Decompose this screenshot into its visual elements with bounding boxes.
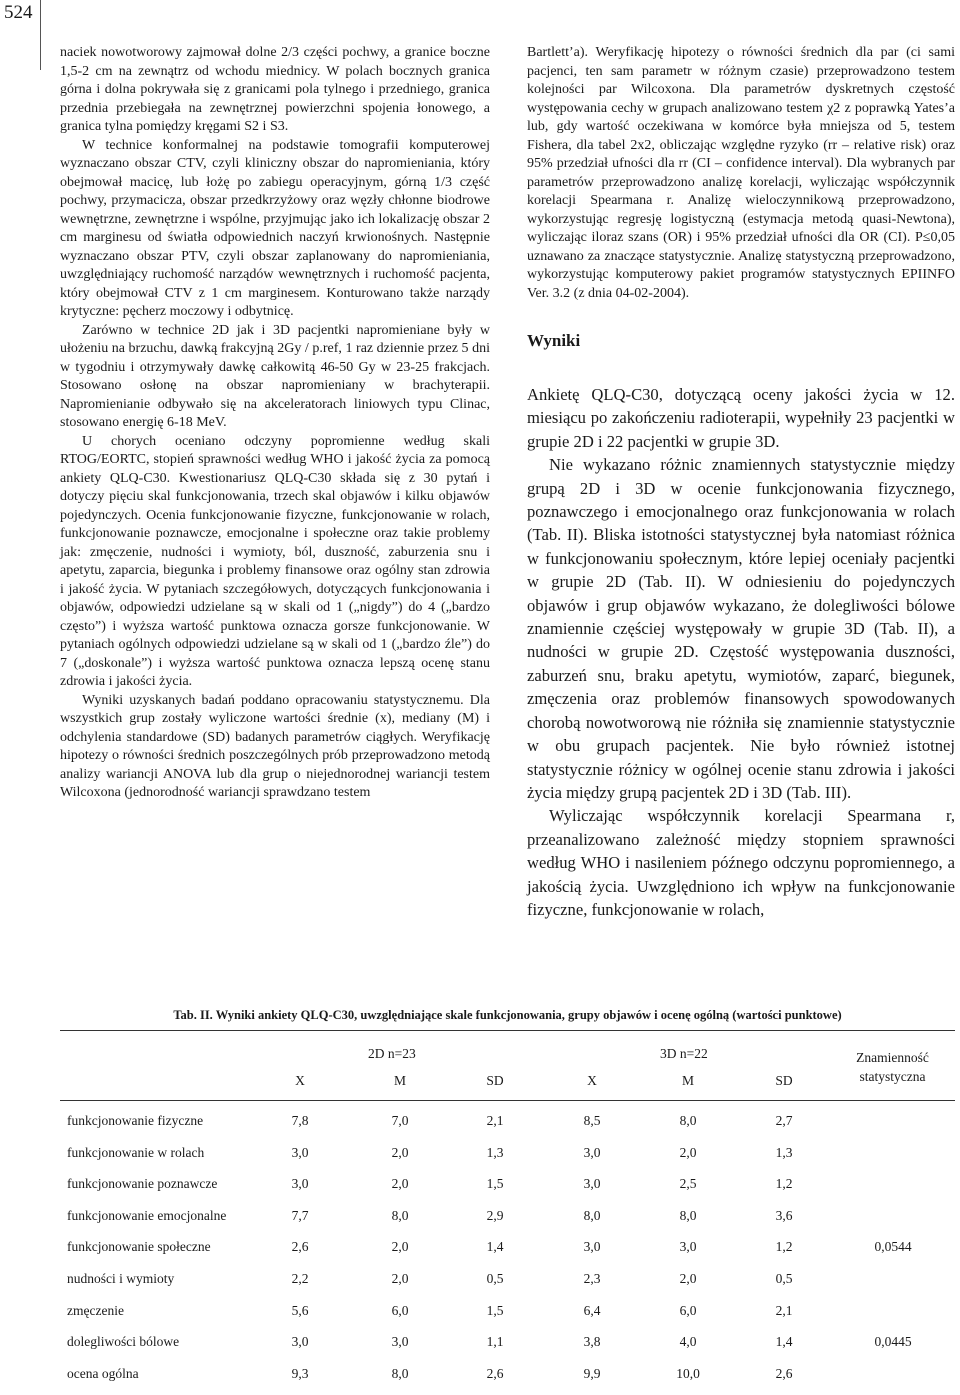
table-caption: Tab. II. Wyniki ankiety QLQ-C30, uwzględniające skale funkcjonowania, grupy objawów i ocenę ogólną (wartości punktowe): [173, 1008, 842, 1022]
left-paragraph-1: naciek nowotworowy zajmował dolne 2/3 części pochwy, a granice boczne 1,5-2 cm na zewnątrz od wchodu miednicy. W polach bocznych granica górna i dolna pokrywała się z granicami pola tylnego i przedniego, granica przednia przebiegała na zewnętrznej powierzchni spojenia łonowego, a granica tylna pomiędzy kręgami S2 i S3.: [60, 45, 490, 134]
table-cell: 3,6: [775, 1207, 793, 1223]
table-cell: 1,2: [775, 1239, 793, 1255]
right-paragraph-3: Nie wykazano różnic znamiennych statystycznie między grupą 2D i 3D w ocenie funkcjonowania fizycznego, poznawczego i emocjonalnego oraz funkcjonowania w rolach (Tab. II). Bliska istotności statystycznej była natomiast różnica w funkcjonowaniu społecznym, które lepiej oceniały pacjentki w grupie 2D (Tab. II). W odniesieniu do pojedynczych objawów i grup objawów wykazano, że dolegliwości bólowe znamiennie częściej występowały w grupie 3D (Tab. II), a nudności w grupie 2D. Częstość występowania duszności, zaburzeń snu, braku apetytu, wymiotów, zaparć, biegunek, zmęczenia oraz problemów finansowych spowodowanych chorobą nowotworową nie różniła się znamiennie statystycznie w obu grupach pacjentek. Nie było również istotnej statystycznie różnicy w ogólnej ocenie stanu zdrowia i jakości życia między grupą pacjentek 2D i 3D (Tab. III).: [527, 455, 955, 802]
table-cell: 8,0: [391, 1207, 409, 1223]
table-cell: 1,5: [486, 1302, 504, 1318]
table-cell: 3,0: [391, 1334, 409, 1350]
table-cell: 2,1: [775, 1302, 793, 1318]
table-cell: 3,0: [583, 1176, 601, 1192]
page-number-rule: [40, 0, 41, 70]
left-paragraph-5: Wyniki uzyskanych badań poddano opracowaniu statystycznemu. Dla wszystkich grup zostały wyliczone wartości średnie (x), mediany (M) i odchylenia standardowe (SD) badanych parametrów ciągłych. Weryfikację hipotezy o równości średnich poszczególnych prób przeprowadzono metodą analizy wariancji ANOVA lub dla grup o niejednorodnej wariancji testem Wilcoxona (jednorodność wariancji sprawdzano testem: [60, 692, 490, 800]
table-cell: 8,0: [583, 1207, 601, 1223]
table-row-label: funkcjonowanie fizyczne: [67, 1113, 204, 1128]
table-cell: 3,0: [291, 1176, 309, 1192]
table-cell: 3,0: [583, 1239, 601, 1255]
table-cell: 6,4: [583, 1302, 601, 1318]
table-row-label: nudności i wymioty: [67, 1271, 175, 1286]
table-cell: 6,0: [679, 1302, 697, 1318]
table-cell: 2,7: [775, 1113, 793, 1128]
left-paragraph-3: Zarówno w technice 2D jak i 3D pacjentki napromieniane były w ułożeniu na brzuchu, dawką frakcyjną 2Gy / p.ref, 1 raz dziennie przez 5 dni w tygodniu i otrzymywały dawkę całkowitą 46-50 Gy w 23-25 frakcjach. Stosowano osłonę na obszar napromieniany w brachyterapii. Napromienianie odbywało się na akceleratorach liniowych typu Clinac, stosowano energię 6-18 MeV.: [60, 322, 490, 430]
table-cell: 10,0: [676, 1365, 700, 1381]
table-cell: 8,0: [391, 1365, 409, 1381]
left-paragraph-4: U chorych oceniano odczyny popromienne według skali RTOG/EORTC, stopień sprawności według WHO i jakość życia za pomocą ankiety QLQ-C30. Kwestionariusz QLQ-C30 składa się z 30 pytań i dotyczy pięciu skal funkcjonowania, trzech skal objawów i kilku objawów pojedynczych. Ocenia funkcjonowanie fizyczne, funkcjonowanie w rolach, funkcjonowanie poznawcze, emocjonalne i społeczne oraz takie problemy jak: zmęczenie, nudności i wymioty, ból, duszność, zaburzenia snu i apetytu, zaparcia, biegunka i problemy finansowe oraz ogólny stan zdrowia i jakość życia. W pytaniach szczegółowych, dotyczących funkcjonowania i objawów, odpowiedzi udzielane są w skali od 1 („nigdy”) do 4 („bardzo często”) i wyższa wartość punktowa oznacza gorsze funkcjonowanie. W pytaniach ogólnych odpowiedzi udzielane są w skali od 1 („bardzo źle”) do 7 („doskonale”) i wyższa wartość punktowa oznacza lepszą ocenę stanu zdrowia i jakości życia.: [60, 433, 490, 689]
table-cell: 2,5: [679, 1176, 697, 1192]
table-group-3d: 3D n=22: [660, 1046, 708, 1061]
table-cell: 5,6: [291, 1302, 309, 1318]
table-cell: 1,3: [775, 1144, 793, 1160]
table-cell: 2,0: [391, 1271, 409, 1286]
table-cell: 6,0: [391, 1302, 409, 1318]
table-cell: 7,8: [291, 1113, 309, 1128]
right-paragraph-2: Ankietę QLQ-C30, dotyczącą oceny jakości życia w 12. miesiącu po zakończeniu radioterapii, wypełniły 23 pacjentki w grupie 2D i 22 pacjentki w grupie 3D.: [527, 385, 955, 451]
table-cell: 3,0: [291, 1334, 309, 1350]
table-cell: 1,2: [775, 1176, 793, 1192]
table-cell: 3,0: [291, 1144, 309, 1160]
left-paragraph-2: W technice konformalnej na podstawie tomografii komputerowej wyznaczano obszar CTV, czyli kliniczny obszar do napromieniania, który obejmował macicę, lub łożę po zabiegu operacyjnym, górną 1/3 część pochwy, przymacicza, obszar przedkrzyżowy oraz węzły chłonne biodrowe wewnętrzne, zewnętrzne i wspólne, przyjmując jako ich lokalizację obszar 2 cm marginesu od światła odpowiednich naczyń krwionośnych. Następnie wyznaczano obszar PTV, czyli obszar zaplanowany do napromieniania, uwzględniający ruchomość narządów wewnętrznych i ruchomość pacjenta, który obejmował CTV z 1 cm marginesem. Konturowano także narządy krytyczne: pęcherz moczowy i odbytnicę.: [60, 137, 490, 319]
table-cell: 2,6: [486, 1365, 504, 1381]
table-group-2d: 2D n=23: [368, 1046, 416, 1061]
table-cell: 8,0: [679, 1113, 697, 1128]
table-cell: 1,3: [486, 1144, 504, 1160]
table-significance-cell: 0,0445: [874, 1334, 912, 1350]
table-cell: 9,9: [583, 1365, 601, 1381]
table-cell: 2,1: [486, 1113, 504, 1128]
table-significance-header: Znamienność statystyczna: [856, 1050, 929, 1084]
table-row-label: dolegliwości bólowe: [67, 1334, 180, 1350]
table-row-label: funkcjonowanie w rolach: [67, 1144, 205, 1160]
table-cell: 3,8: [583, 1334, 601, 1350]
table-cell: 2,0: [679, 1271, 697, 1286]
table-cell: 7,7: [291, 1207, 309, 1223]
table-subheader: X: [587, 1073, 597, 1088]
table-cell: 7,0: [391, 1113, 409, 1128]
table-subheader: SD: [775, 1073, 793, 1088]
section-heading-wyniki: Wyniki: [527, 331, 581, 350]
table-subheader: SD: [486, 1073, 504, 1088]
table-cell: 1,1: [486, 1334, 504, 1350]
table-cell: 2,0: [679, 1144, 697, 1160]
right-paragraph-4: Wyliczając współczynnik korelacji Spearmana r, przeanalizowano zależność między stopniem sprawności według WHO i nasileniem późnego odczynu popromiennego, a jakością życia. Uwzględniono ich wpływ na funkcjonowanie fizyczne, funkcjonowanie w rolach,: [527, 806, 955, 919]
table-cell: 0,5: [775, 1271, 793, 1286]
table-cell: 4,0: [679, 1334, 697, 1350]
table-cell: 2,2: [291, 1271, 309, 1286]
table-cell: 2,6: [291, 1239, 309, 1255]
right-paragraph-1: Bartlett’a). Weryfikację hipotezy o równości średnich dla par (ci sami pacjenci, ten sam parametr w różnym czasie) przeprowadzono testem kolejności par Wilcoxona. Dla parametrów dyskretnych częstość występowania cechy w grupach analizowano testem χ2 z poprawką Yates’a lub, gdy wartość oczekiwana w komórce była mniejsza od 5, testem Fishera, dla tabel 2x2, obliczając względne ryzyko (rr – relative risk) oraz 95% przedział ufności dla rr (CI – confidence interval). Dla wybranych par parametrów przeprowadzono analizę korelacji, wyliczając współczynnik korelacji Spearmana r. Analizę wieloczynnikową przeprowadzono, wykorzystując regresję logistyczną (estymacja metodą quasi-Newtona), wyliczając iloraz szans (OR) i 95% przedział ufności dla OR (CI). P≤0,05 uznawano za znaczące statystycznie. Analizę statystyczną przeprowadzono, wykorzystując komputerowy pakiet programów statystycznych EPIINFO Ver. 3.2 (z dnia 04-02-2004).: [527, 45, 955, 301]
table-header-rule: [60, 1100, 955, 1101]
table-subheader: X: [295, 1073, 305, 1088]
table-significance-cell: 0,0544: [874, 1239, 912, 1255]
left-column: [60, 44, 490, 803]
table-cell: 2,6: [775, 1365, 793, 1381]
table-cell: 2,9: [486, 1207, 504, 1223]
page-number: 524: [4, 2, 33, 23]
table-row-label: funkcjonowanie społeczne: [67, 1239, 211, 1255]
table-cell: 2,3: [583, 1271, 601, 1286]
table-subheader: M: [681, 1073, 694, 1088]
table-cell: 1,4: [775, 1334, 793, 1350]
table-subheader: M: [393, 1073, 406, 1088]
table-cell: 1,5: [486, 1176, 504, 1192]
table-cell: 9,3: [291, 1365, 309, 1381]
table-cell: 8,5: [583, 1113, 601, 1128]
table-row-label: funkcjonowanie emocjonalne: [67, 1207, 227, 1223]
right-column: [527, 44, 955, 921]
table-cell: 2,0: [391, 1239, 409, 1255]
table-row-label: zmęczenie: [67, 1302, 124, 1318]
table-cell: 2,0: [391, 1144, 409, 1160]
table-cell: 1,4: [486, 1239, 504, 1255]
table-cell: 0,5: [486, 1271, 504, 1286]
table-top-rule: [60, 1030, 955, 1031]
table-cell: 2,0: [391, 1176, 409, 1192]
table-cell: 3,0: [583, 1144, 601, 1160]
table-cell: 3,0: [679, 1239, 697, 1255]
table-cell: 8,0: [679, 1207, 697, 1223]
table-row-label: ocena ogólna: [67, 1365, 139, 1381]
table-row-label: funkcjonowanie poznawcze: [67, 1176, 218, 1192]
